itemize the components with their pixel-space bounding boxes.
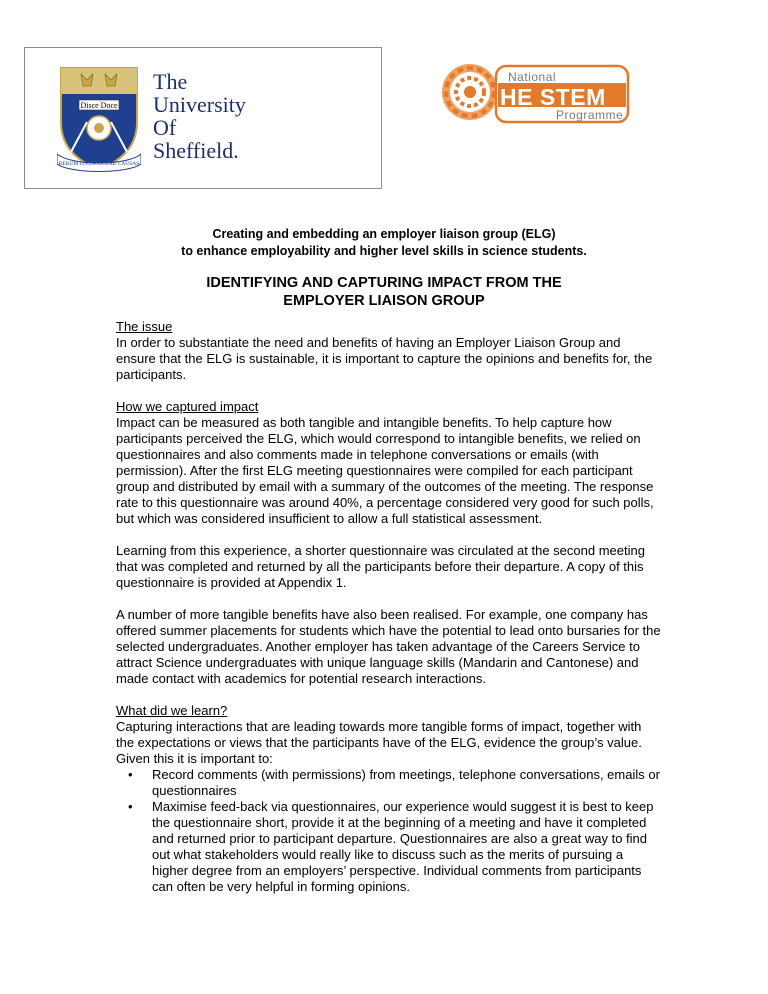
university-name-line: Of: [153, 115, 177, 140]
university-name-line: Sheffield.: [153, 138, 239, 163]
university-banner: [24, 47, 382, 189]
list-item: • Record comments (with permissions) from meetings, telephone conversations, emails or questionnaires: [116, 767, 662, 799]
subtitle-line: Creating and embedding an employer liaison group (ELG): [212, 227, 556, 241]
paragraph-learning: Learning from this experience, a shorter questionnaire was circulated at the second meeting that was completed and returned by all the participants before their departure. A copy of this questionnaire is provided at Appendix 1.: [116, 543, 645, 590]
paragraph-learn: Capturing interactions that are leading towards more tangible forms of impact, together with the expectations or views that the participants have of the ELG, evidence the group’s value. Given this it is important to:: [116, 719, 642, 766]
page-title: EMPLOYER LIAISON GROUP: [283, 293, 485, 309]
page-title: IDENTIFYING AND CAPTURING IMPACT FROM THE: [206, 275, 562, 291]
stem-logo-national: National: [508, 70, 557, 84]
subtitle-line: to enhance employability and higher level skills in science students.: [181, 244, 587, 258]
university-name-line: The: [153, 69, 188, 94]
university-name: [153, 70, 246, 162]
stem-logo-main: HE STEM: [500, 84, 606, 110]
section-heading-learn: What did we learn?: [116, 703, 228, 718]
paragraph-issue: In order to substantiate the need and benefits of having an Employer Liaison Group and ensure that the ELG is sustainable, it is important to capture the opinions and benefits for, the participants.: [116, 335, 653, 382]
crest-ribbon: RERUM COGNOSCERE CAUSAS: [58, 161, 140, 167]
university-name-line: University: [153, 92, 246, 117]
stem-logo-programme: Programme: [556, 108, 624, 122]
university-crest-icon: [57, 62, 141, 174]
crest-motto: Disce Doce: [80, 101, 118, 110]
paragraph-capture: Impact can be measured as both tangible and intangible benefits. To help capture how participants perceived the ELG, which would correspond to intangible benefits, we relied on questionnaires and also comments made in telephone conversations or emails (with permission). After the first ELG meeting questionnaires were compiled for each participant group and distributed by email with a summary of the outcomes of the meeting. The response rate to this questionnaire was around 40%, a percentage considered very good for such polls, but which was considered insufficient to allow a full statistical assessment.: [116, 415, 654, 526]
document-body: [116, 319, 662, 895]
section-heading-issue: The issue: [116, 319, 173, 334]
bullet-list: [116, 767, 662, 895]
section-heading-capture: How we captured impact: [116, 399, 259, 414]
paragraph-tangible: A number of more tangible benefits have also been realised. For example, one company has offered summer placements for students which have the potential to lead onto bursaries for the selected undergraduates. Another employer has taken advantage of the Careers Service to attract Science undergraduates with unique language skills (Mandarin and Cantonese) and made contact with academics for potential research interactions.: [116, 607, 661, 686]
list-item: • Maximise feed-back via questionnaires, our experience would suggest it is best to keep the questionnaire short, provide it at the beginning of a meeting and have it completed and returned prior to participant departure. Questionnaires are also a great way to find out what stakeholders would really like to discuss such as the merits of pursuing a higher degree from an employers’ perspective. Individual comments from participants can often be very helpful in forming opinions.: [116, 799, 662, 895]
